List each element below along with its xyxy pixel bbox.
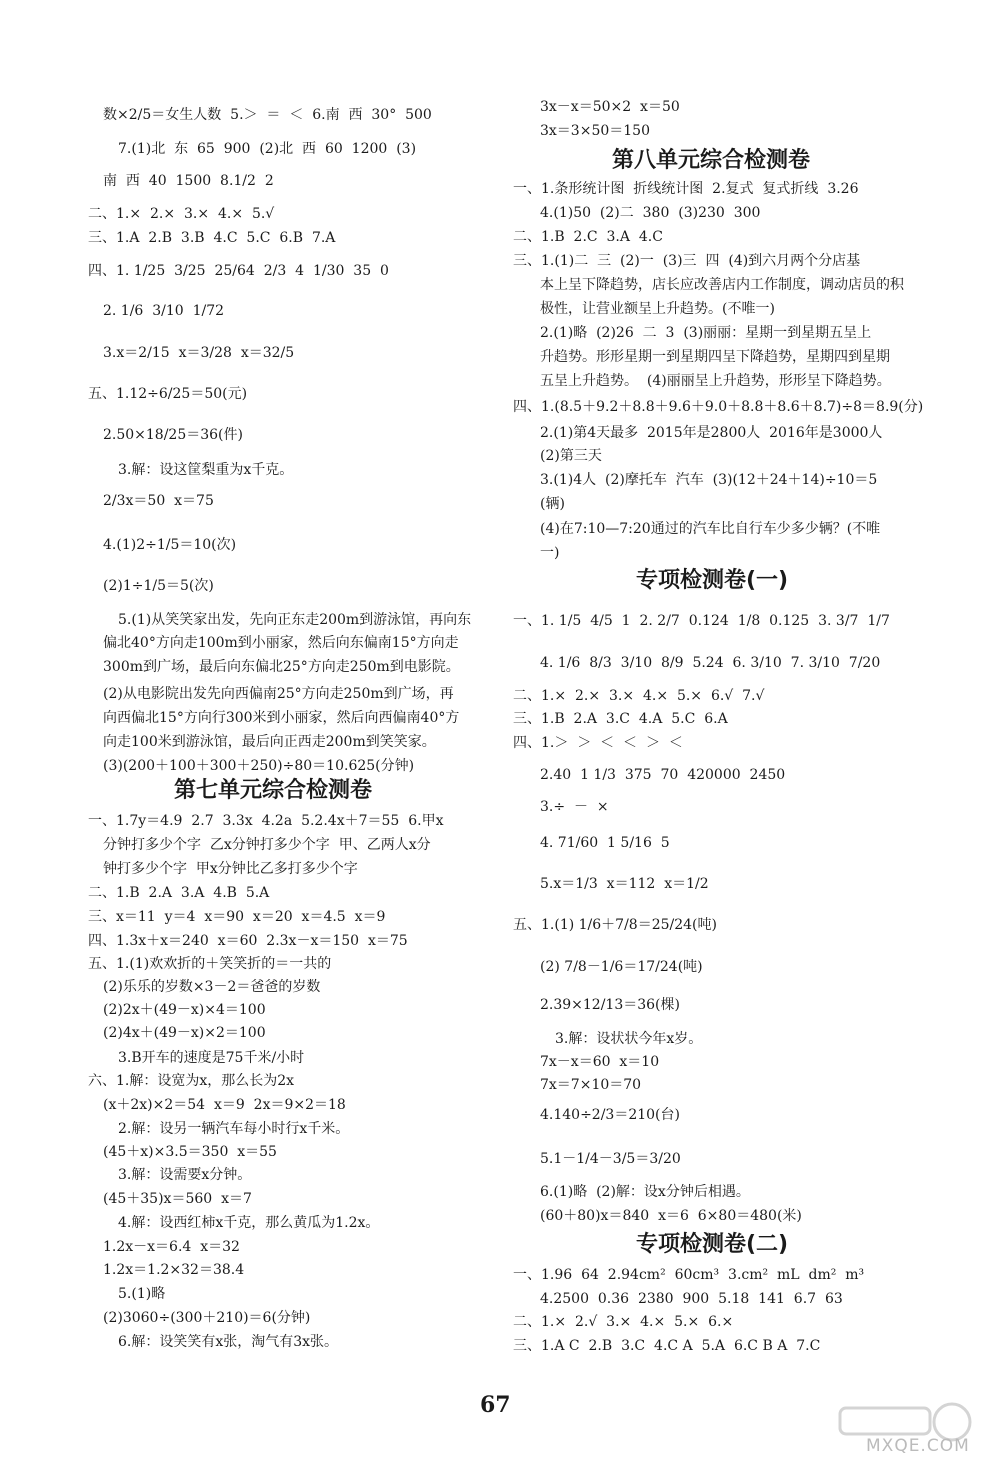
answer-line: (60＋80)x＝840 x＝6 6×80＝480(米) [540, 1208, 802, 1224]
answer-line: 2.40 1 1/3 375 70 420000 2450 [540, 767, 786, 783]
answer-line: 6.解：设笑笑有x张，淘气有3x张。 [118, 1334, 339, 1350]
answer-line: 3.解：设这筐梨重为x千克。 [118, 462, 294, 478]
answer-line: 3.÷ － × [540, 799, 609, 815]
answer-line: (3)(200＋100＋300＋250)÷80＝10.625(分钟) [103, 758, 415, 774]
answer-line: 2. 1/6 3/10 1/72 [103, 303, 225, 319]
answer-line: (2)1÷1/5＝5(次) [103, 578, 214, 594]
answer-line: 3.(1)4人 (2)摩托车 汽车 (3)(12＋24＋14)÷10＝5 [540, 472, 878, 488]
answer-line: (2)从电影院出发先向西偏南25°方向走250m到广场，再 [103, 686, 454, 702]
answer-line: 一、1.96 64 2.94cm² 60cm³ 3.cm² mL dm² m³ [513, 1267, 865, 1283]
answer-line: 4.(1)2÷1/5＝10(次) [103, 537, 237, 553]
section-heading: 第七单元综合检测卷 [174, 778, 373, 803]
answer-line: 5.(1)略 [118, 1286, 166, 1302]
answer-line: 2.(1)第4天最多 2015年是2800人 2016年是3000人 [540, 425, 883, 441]
answer-line: 4.140÷2/3＝210(台) [540, 1107, 680, 1123]
answer-line: 四、1. 1/25 3/25 25/64 2/3 4 1/30 35 0 [88, 263, 389, 279]
answer-line: 4.解：设西红柿x千克，那么黄瓜为1.2x。 [118, 1215, 380, 1231]
answer-line: 2.50×18/25＝36(件) [103, 427, 243, 443]
answer-line: 二、1.× 2.× 3.× 4.× 5.× 6.√ 7.√ [513, 688, 765, 704]
answer-line: (2)乐乐的岁数×3－2＝爸爸的岁数 [103, 979, 321, 995]
answer-line: (4)在7:10—7:20通过的汽车比自行车少多少辆？(不唯 [540, 521, 881, 537]
answer-line: 数×2/5＝女生人数 5.＞ ＝ ＜ 6.南 西 30° 500 [103, 107, 432, 123]
answer-line: 5.(1)从笑笑家出发，先向正东走200m到游泳馆，再向东 [118, 612, 472, 628]
answer-line: 5.1－1/4－3/5＝3/20 [540, 1151, 681, 1167]
answer-line: (辆) [540, 496, 565, 512]
answer-line: 三、1.(1)二 三 (2)一 (3)三 四 (4)到六月两个分店基 [513, 253, 861, 269]
answer-line: 3.解：设需要x分钟。 [118, 1167, 252, 1183]
answer-line: (2) 7/8－1/6＝17/24(吨) [540, 959, 703, 975]
answer-line: 升趋势。形形星期一到星期四呈下降趋势，星期四到星期 [540, 349, 890, 365]
section-heading: 专项检测卷(一) [636, 568, 789, 593]
answer-line: 4. 1/6 8/3 3/10 8/9 5.24 6. 3/10 7. 3/10 7/20 [540, 655, 881, 671]
answer-line: 南 西 40 1500 8.1/2 2 [103, 173, 274, 189]
answer-line: 一、1.7y＝4.9 2.7 3.3x 4.2a 5.2.4x＋7＝55 6.甲x [88, 813, 444, 829]
section-heading: 第八单元综合检测卷 [612, 148, 811, 173]
answer-line: 1.2x＝1.2×32＝38.4 [103, 1262, 245, 1278]
answer-line: 三、1.A C 2.B 3.C 4.C A 5.A 6.C B A 7.C [513, 1338, 821, 1354]
answer-line: 一、1.条形统计图 折线统计图 2.复式 复式折线 3.26 [513, 181, 859, 197]
answer-line: 2/3x＝50 x＝75 [103, 493, 214, 509]
answer-line: 本上呈下降趋势，店长应改善店内工作制度，调动店员的积 [540, 277, 904, 293]
watermark-text: MXQE.COM [866, 1436, 970, 1456]
answer-line: 四、1.3x＋x＝240 x＝60 2.3x－x＝150 x＝75 [88, 933, 408, 949]
answer-line: 钟打多少个字 甲x分钟比乙多打多少个字 [103, 861, 358, 877]
answer-line: (2)2x＋(49－x)×4＝100 [103, 1002, 266, 1018]
answer-line: 一、1. 1/5 4/5 1 2. 2/7 0.124 1/8 0.125 3. 3/7 1/7 [513, 613, 890, 629]
answer-line: 极性，让营业额呈上升趋势。(不唯一) [540, 301, 775, 317]
answer-line: 4. 71/60 1 5/16 5 [540, 835, 670, 851]
answer-line: 一) [540, 545, 560, 561]
answer-line: 3x＝3×50＝150 [540, 123, 650, 139]
answer-line: 2.(1)略 (2)26 二 3 (3)丽丽：星期一到星期五呈上 [540, 325, 872, 341]
answer-line: 3x－x＝50×2 x＝50 [540, 99, 680, 115]
answer-line: 3.x＝2/15 x＝3/28 x＝32/5 [103, 345, 295, 361]
answer-line: 2.解：设另一辆汽车每小时行x千米。 [118, 1121, 350, 1137]
answer-line: 二、1.× 2.× 3.× 4.× 5.√ [88, 206, 275, 222]
answer-line: 四、1.(8.5＋9.2＋8.8＋9.6＋9.0＋8.8＋8.6＋8.7)÷8＝8.9(分) [513, 399, 924, 415]
answer-line: 2.39×12/13＝36(棵) [540, 997, 680, 1013]
answer-line: 7.(1)北 东 65 900 (2)北 西 60 1200 (3) [118, 141, 417, 157]
answer-line: 3.B开车的速度是75千米/小时 [118, 1050, 305, 1066]
answer-line: 3.解：设状状今年x岁。 [555, 1031, 703, 1047]
answer-line: 4.(1)50 (2)二 380 (3)230 300 [540, 205, 761, 221]
answer-line: 二、1.B 2.A 3.A 4.B 5.A [88, 885, 270, 901]
answer-line: 六、1.解：设宽为x，那么长为2x [88, 1073, 295, 1089]
answer-line: 7x－x＝60 x＝10 [540, 1054, 660, 1070]
answer-line: 1.2x－x＝6.4 x＝32 [103, 1239, 240, 1255]
answer-line: 5.x＝1/3 x＝112 x＝1/2 [540, 876, 709, 892]
answer-line: 向走100米到游泳馆，最后向正西走200m到笑笑家。 [103, 734, 436, 750]
answer-line: 三、1.A 2.B 3.B 4.C 5.C 6.B 7.A [88, 230, 336, 246]
answer-line: 三、1.B 2.A 3.C 4.A 5.C 6.A [513, 711, 728, 727]
answer-line: 向西偏北15°方向行300米到小丽家，然后向西偏南40°方 [103, 710, 460, 726]
answer-line: 4.2500 0.36 2380 900 5.18 141 6.7 63 [540, 1291, 843, 1307]
answer-line: (45＋35)x＝560 x＝7 [103, 1191, 252, 1207]
answer-line: 四、1.＞ ＞ ＜ ＜ ＞ ＜ [513, 735, 683, 751]
answer-line: 五、1.(1) 1/6＋7/8＝25/24(吨) [513, 917, 717, 933]
answer-line: 五、1.(1)欢欢折的＋笑笑折的＝一共的 [88, 956, 332, 972]
answer-line: (2)4x＋(49－x)×2＝100 [103, 1025, 266, 1041]
answer-line: 三、x＝11 y＝4 x＝90 x＝20 x＝4.5 x＝9 [88, 909, 386, 925]
answer-line: 300m到广场，最后向东偏北25°方向走250m到电影院。 [103, 659, 460, 675]
answer-line: (2)3060÷(300＋210)＝6(分钟) [103, 1310, 311, 1326]
answer-line: (x＋2x)×2＝54 x＝9 2x＝9×2＝18 [103, 1097, 346, 1113]
section-heading: 专项检测卷(二) [636, 1232, 789, 1257]
answer-line: 五、1.12÷6/25＝50(元) [88, 386, 248, 402]
answer-line: 分钟打多少个字 乙x分钟打多少个字 甲、乙两人x分 [103, 837, 431, 853]
answer-line: 五呈上升趋势。 (4)丽丽呈上升趋势，形形呈下降趋势。 [540, 373, 891, 389]
answer-line: (45＋x)×3.5＝350 x＝55 [103, 1144, 277, 1160]
answer-line: 二、1.B 2.C 3.A 4.C [513, 229, 663, 245]
answer-line: (2)第三天 [540, 448, 602, 464]
page-number: 67 [480, 1392, 511, 1418]
answer-line: 7x＝7×10＝70 [540, 1077, 642, 1093]
answer-line: 二、1.× 2.√ 3.× 4.× 5.× 6.× [513, 1314, 734, 1330]
answer-line: 偏北40°方向走100m到小丽家，然后向东偏南15°方向走 [103, 635, 459, 651]
answer-line: 6.(1)略 (2)解：设x分钟后相遇。 [540, 1184, 750, 1200]
